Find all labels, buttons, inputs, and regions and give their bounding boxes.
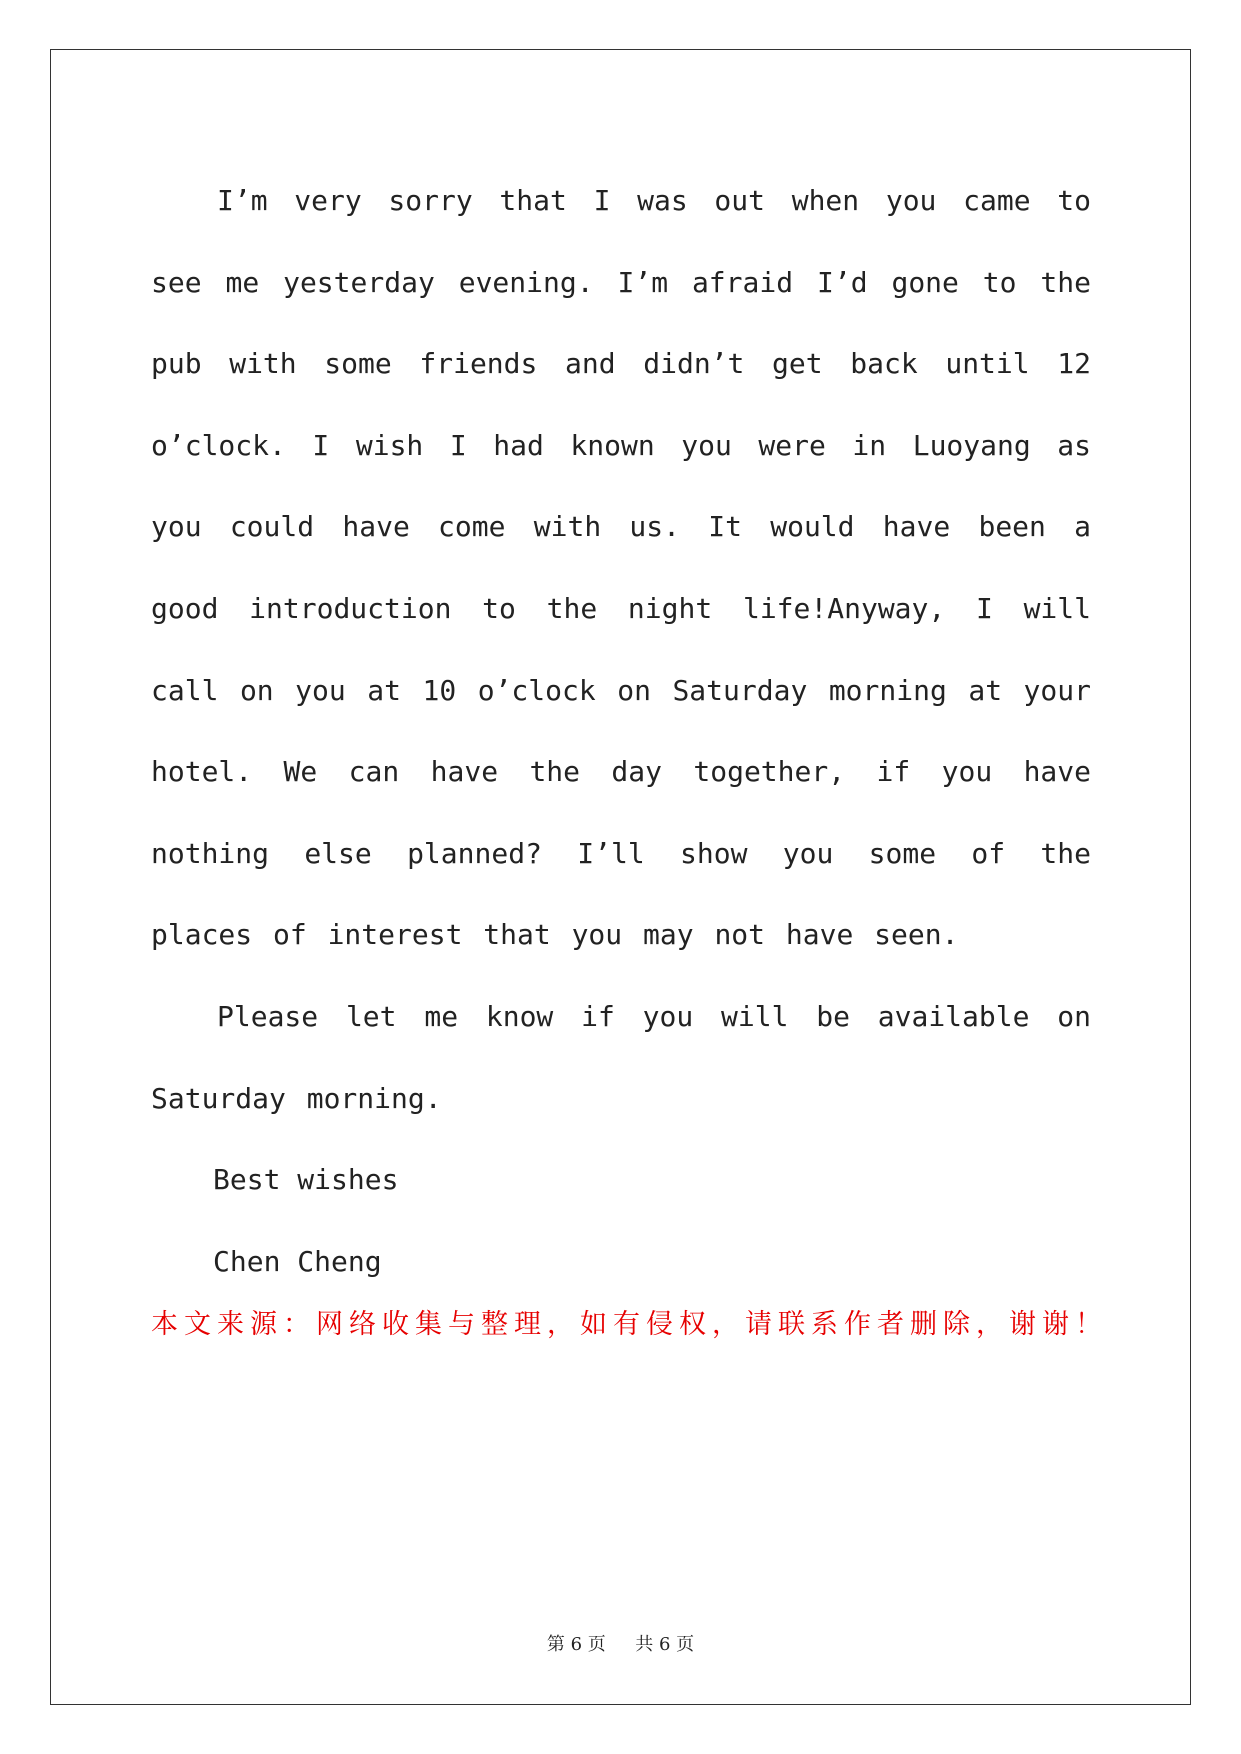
page-number-current: 第 6 页 bbox=[546, 1634, 606, 1655]
letter-paragraph-2: Please let me know if you will be available on Saturday morning. bbox=[151, 999, 1091, 1115]
copyright-notice: 本文来源：网络收集与整理，如有侵权，请联系作者删除，谢谢！ bbox=[151, 1309, 1108, 1340]
letter-paragraph-1: I’m very sorry that I was out when you came to see me yesterday evening. I’m afraid I’d gone to the pub with some friends and didn’t get back until 12 o’clock. I wish I had known you were in Luoyang as you could have come with us. It would have been a good introduction to the night life!Anyway, I will call on you at 10 o’clock on Saturday morning at your hotel. We can have the day together, if you have nothing else planned? I’ll show you some of the places of interest that you may not have seen. bbox=[151, 184, 1091, 952]
letter-body bbox=[151, 160, 1091, 1302]
letter-signature: Chen Cheng bbox=[213, 1244, 382, 1278]
page-number-total: 共 6 页 bbox=[635, 1634, 695, 1655]
page-footer bbox=[0, 1630, 1241, 1656]
letter-closing: Best wishes bbox=[213, 1163, 399, 1197]
